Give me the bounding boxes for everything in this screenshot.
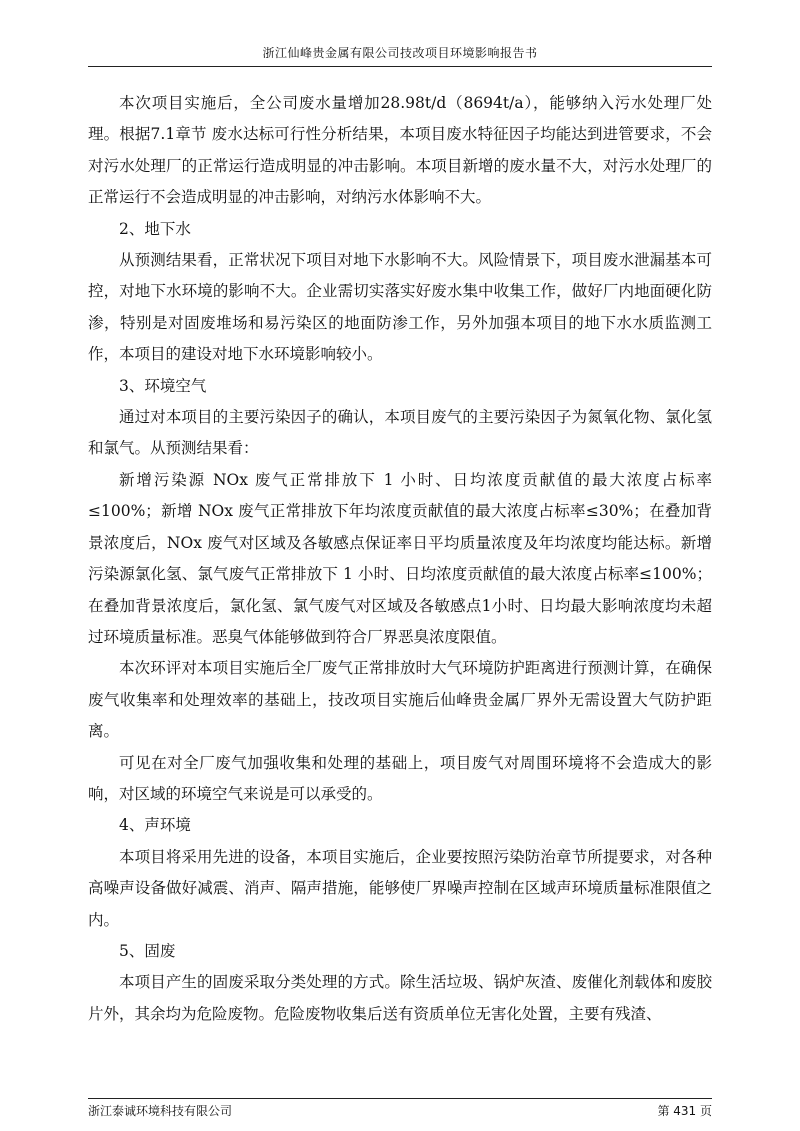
paragraph-air-intro: 通过对本项目的主要污染因子的确认，本项目废气的主要污染因子为氮氧化物、氯化氢和氯气。从预测结果看： <box>88 408 712 458</box>
page-header: 浙江仙峰贵金属有限公司技改项目环境影响报告书 <box>262 46 538 60</box>
paragraph-air-protection-distance: 本次环评对本项目实施后全厂废气正常排放时大气环境防护距离进行预测计算，在确保废气收集率和处理效率的基础上，技改项目实施后仙峰贵金属厂界外无需设置大气防护距离。 <box>88 659 712 741</box>
page-number: 第 431 页 <box>657 1104 712 1118</box>
section-heading-air: 3、环境空气 <box>119 376 207 395</box>
paragraph-wastewater: 本次项目实施后，全公司废水量增加28.98t/d（8694t/a），能够纳入污水处理厂处理。根据7.1章节 废水达标可行性分析结果，本项目废水特征因子均能达到进管要求，不会对污水处理厂的正常运行造成明显的冲击影响。本项目新增的废水量不大，对污水处理厂的正常运行不会造成明显的冲击影响，对纳污水体影响不大。 <box>88 94 712 207</box>
paragraph-air-prediction: 新增污染源 NOx 废气正常排放下 1 小时、日均浓度贡献值的最大浓度占标率≤100%；新增 NOx 废气正常排放下年均浓度贡献值的最大浓度占标率≤30%；在叠加背景浓度后，NOx 废气对区域及各敏感点保证率日平均质量浓度及年均浓度均能达标。新增污染源氯化氢、氯气废气正常排放下 1 小时、日均浓度贡献值的最大浓度占标率≤100%；在叠加背景浓度后，氯化氢、氯气废气对区域及各敏感点1小时、日均最大影响浓度均未超过环境质量标准。恶臭气体能够做到符合厂界恶臭浓度限值。 <box>88 470 712 646</box>
section-heading-noise: 4、声环境 <box>119 816 191 835</box>
document-body <box>88 88 712 1030</box>
paragraph-solid-waste: 本项目产生的固废采取分类处理的方式。除生活垃圾、锅炉灰渣、废催化剂载体和废胶片外，其余均为危险废物。危险废物收集后送有资质单位无害化处置，主要有残渣、 <box>88 973 712 1023</box>
footer-company: 浙江泰诚环境科技有限公司 <box>88 1104 233 1118</box>
section-heading-groundwater: 2、地下水 <box>119 219 191 238</box>
paragraph-noise: 本项目将采用先进的设备，本项目实施后，企业要按照污染防治章节所提要求，对各种高噪声设备做好减震、消声、隔声措施，能够使厂界噪声控制在区域声环境质量标准限值之内。 <box>88 847 712 929</box>
paragraph-air-conclusion: 可见在对全厂废气加强收集和处理的基础上，项目废气对周围环境将不会造成大的影响，对区域的环境空气来说是可以承受的。 <box>88 753 712 803</box>
paragraph-groundwater: 从预测结果看，正常状况下项目对地下水影响不大。风险情景下，项目废水泄漏基本可控，对地下水环境的影响不大。企业需切实落实好废水集中收集工作，做好厂内地面硬化防渗，特别是对固废堆场和易污染区的地面防渗工作，另外加强本项目的地下水水质监测工作，本项目的建设对地下水环境影响较小。 <box>88 251 712 364</box>
header-divider <box>88 66 712 67</box>
section-heading-solid-waste: 5、固废 <box>119 941 176 960</box>
footer-divider <box>88 1098 712 1099</box>
